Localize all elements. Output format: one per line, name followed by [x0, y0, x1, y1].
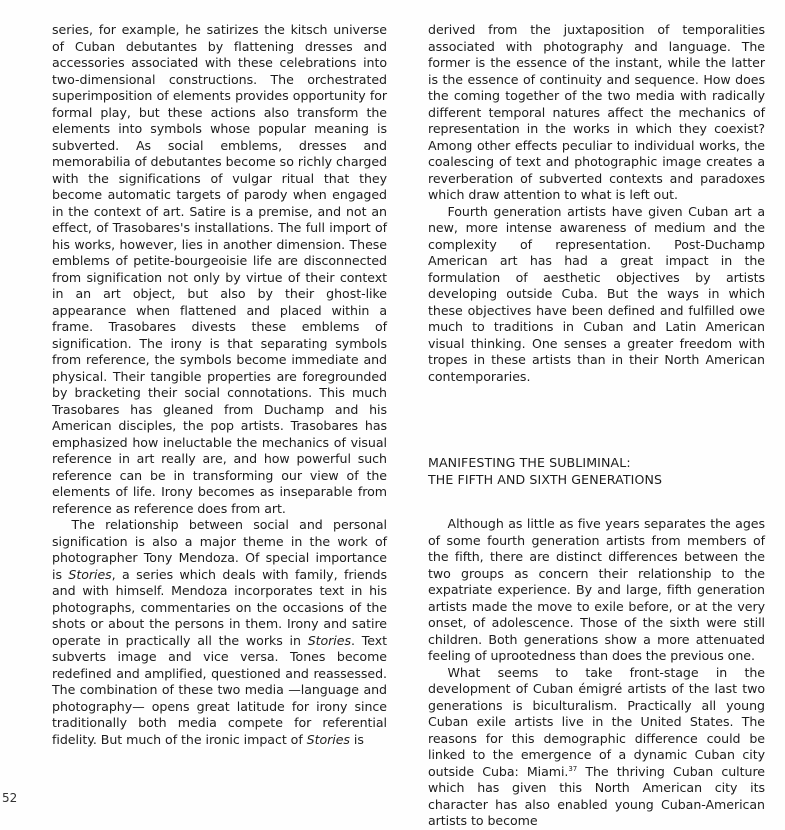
work-title: Stories — [307, 632, 351, 648]
text-run: , a series which deals with family, friends and with himself. Mendoza incorporates text in his photographs, commentaries on the occasions of the shots or about the persons in them. Irony and satire operate in practically all the works in — [52, 566, 387, 648]
section-heading-line: MANIFESTING THE SUBLIMINAL: — [428, 455, 631, 470]
section-heading — [428, 455, 765, 488]
body-paragraph: Although as little as five years separates the ages of some fourth generation artists from members of the fifth, there are distinct differences between the two groups as concern their relationship to the expatriate experience. By and large, fifth generation artists made the move to exile before, or at the very onset, of adolescence. Those of the sixth were still children. Both generations show a more attenuated feeling of uprootedness than does the previous one. — [428, 516, 765, 663]
text-run: The relationship between social and personal signification is also a major theme in the work of photographer Tony Mendoza. Of special importance is — [52, 517, 387, 582]
text-run: What seems to take front-stage in the development of Cuban émigré artists of the last two generations is biculturalism. Practically all young Cuban exile artists live in the United States. The reasons for this demographic difference could be linked to the emergence of a dynamic Cuban city outside Cuba: Miami. — [428, 664, 765, 779]
section-heading-line: THE FIFTH AND SIXTH GENERATIONS — [428, 471, 663, 487]
body-paragraph: series, for example, he satirizes the kitsch universe of Cuban debutantes by flattening dresses and accessories associated with these celebrations into two-dimensional constructions. The orchestrated superimposition of elements provides opportunity for formal play, but these actions also transform the elements into symbols whose popular meaning is subverted. As social emblems, dresses and memorabilia of debutantes become so richly charged with the significations of vulgar ritual that they become automatic targets of parody when engaged in the context of art. Satire is a premise, and not an effect, of Trasobares's installations. The full import of his works, however, lies in another dimension. These emblems of petite-bourgeoisie life are disconnected from signification not only by virtue of their context in an art object, but also by their ghost-like appearance when flattened and placed within a frame. Trasobares divests these emblems of signification. The irony is that separating symbols from reference, the symbols become immediate and physical. Their tangible properties are foregrounded by bracketing their social connotations. This much Trasobares has gleaned from Duchamp and his American disciples, the pop artists. Trasobares has emphasized how ineluctable the mechanics of visual reference in art really are, and how powerful such reference can be in transforming our view of the elements of life. Irony becomes as inseparable from reference as reference does from art. — [52, 22, 387, 516]
body-paragraph: derived from the juxtaposition of temporalities associated with photography and language. The former is the essence of the instant, while the latter is the essence of continuity and sequence. How does the coming together of the two media with radically different temporal natures affect the mechanics of representation in the works in which they coexist? Among other effects peculiar to individual works, the coalescing of text and photographic image creates a reverberation of subverted contexts and paradoxes which draw attention to what is left out. — [428, 22, 765, 202]
text-run: The thriving Cuban culture which has given this North American city its character has also enabled young Cuban-American artists to become — [428, 763, 765, 828]
work-title: Stories — [68, 566, 112, 582]
footnote-marker: 37 — [568, 764, 578, 773]
body-paragraph — [428, 665, 765, 830]
body-paragraph: Fourth generation artists have given Cuban art a new, more intense awareness of medium and the complexity of representation. Post-Duchamp American art has had a great impact in the formulation of aesthetic objectives by artists developing outside Cuba. But the ways in which these objectives have been defined and fulfilled owe much to traditions in Cuban and Latin American visual thinking. One senses a greater freedom with tropes in these artists than in their North American contemporaries. — [428, 203, 765, 384]
left-column — [52, 22, 387, 748]
text-run: is — [349, 731, 364, 747]
right-column — [428, 22, 765, 830]
work-title: Stories — [306, 731, 350, 747]
text-run: . Text subverts image and vice versa. Tones become redefined and amplified, questioned and reassessed. The combination of these two media —language and photography— opens great latitude for irony since traditionally both media compete for referential fidelity. But much of the ironic impact of — [52, 632, 387, 747]
body-paragraph — [52, 517, 387, 748]
page-number: 52 — [2, 791, 18, 805]
